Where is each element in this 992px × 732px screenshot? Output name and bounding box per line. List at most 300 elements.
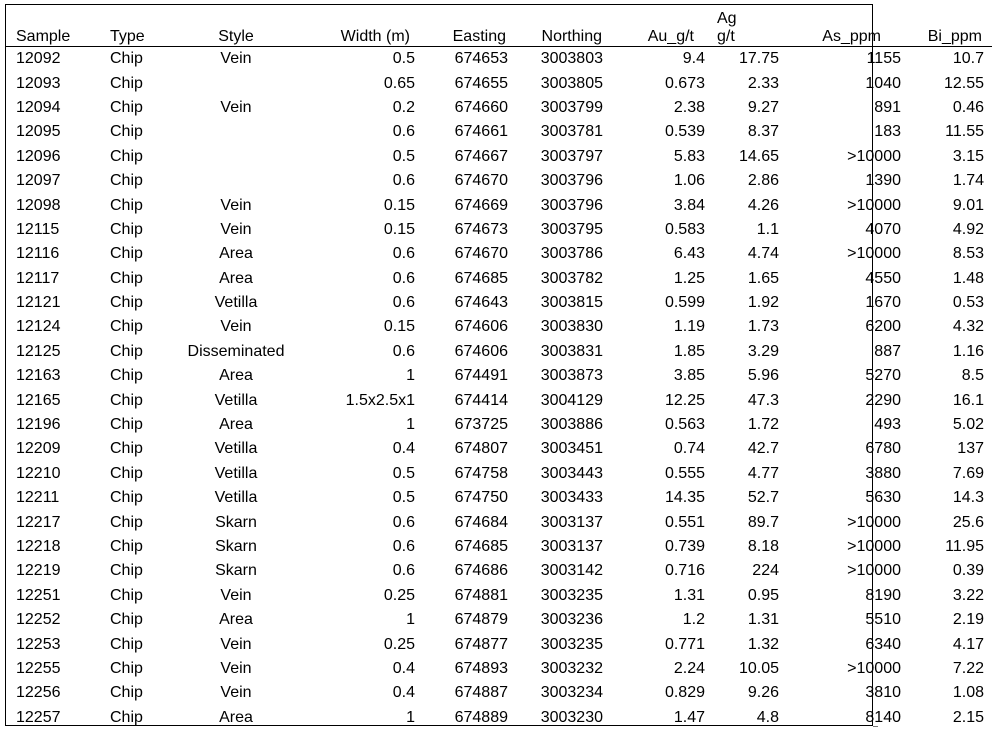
cell-sample: 12255 (16, 659, 61, 677)
cell-northing: 3003805 (540, 74, 603, 92)
cell-as: 183 (874, 123, 901, 141)
cell-easting: 674669 (454, 196, 508, 214)
cell-as: 3880 (865, 464, 901, 482)
cell-style: Vein (220, 98, 252, 116)
cell-type: Chip (110, 611, 143, 629)
header-type: Type (98, 5, 172, 47)
cell-bi: 4.92 (952, 220, 984, 238)
cell-style: Vetilla (214, 294, 258, 312)
cell-style: Skarn (215, 538, 257, 555)
cell-sample: 12218 (16, 538, 61, 555)
cell-au: 5.83 (673, 147, 705, 165)
header-sample: Sample (6, 5, 98, 47)
cell-au: 1.06 (673, 172, 705, 190)
cell-easting: 674414 (454, 391, 508, 409)
cell-easting: 674877 (454, 635, 508, 653)
cell-northing: 3003797 (540, 147, 603, 165)
cell-au: 3.85 (673, 367, 705, 385)
cell-ag: 47.3 (747, 391, 779, 409)
cell-easting: 674889 (454, 708, 508, 726)
cell-au: 12.25 (664, 391, 705, 409)
cell-northing: 3003234 (540, 684, 603, 702)
cell-style (172, 71, 300, 95)
cell-easting: 674684 (454, 513, 508, 531)
cell-northing: 3003815 (540, 294, 603, 312)
cell-width: 0.6 (392, 562, 415, 580)
cell-au: 0.555 (664, 464, 705, 482)
cell-ag: 9.26 (747, 684, 779, 702)
cell-width: 0.6 (392, 269, 415, 287)
cell-ag: 2.33 (747, 74, 779, 92)
table-row (6, 96, 992, 120)
cell-au: 0.599 (664, 294, 705, 312)
cell-width: 0.6 (392, 513, 415, 531)
cell-ag: 1.72 (747, 416, 779, 434)
cell-au: 1.19 (673, 318, 705, 336)
header-ag-line2: g/t (717, 28, 735, 45)
cell-bi: 8.53 (952, 245, 984, 263)
cell-bi: 4.32 (952, 318, 984, 336)
table-row (6, 47, 992, 72)
cell-width: 0.4 (392, 659, 415, 677)
cell-type: Chip (110, 416, 143, 434)
cell-type: Chip (110, 196, 143, 214)
cell-width: 1 (406, 367, 415, 385)
cell-type: Chip (110, 464, 143, 482)
cell-style: Vetilla (214, 440, 258, 458)
cell-bi: 14.3 (952, 489, 984, 507)
cell-style: Skarn (215, 562, 257, 580)
cell-style: Area (219, 708, 253, 726)
cell-northing: 3003873 (540, 367, 603, 385)
cell-au: 0.829 (664, 684, 705, 702)
cell-style: Disseminated (187, 342, 285, 360)
cell-au: 0.771 (664, 635, 705, 653)
cell-bi: 0.46 (952, 98, 984, 116)
header-au: Au_g/t (612, 5, 711, 47)
cell-style: Vein (220, 659, 252, 677)
cell-ag: 224 (752, 562, 779, 580)
header-width: Width (m) (300, 5, 421, 47)
cell-style: Vein (220, 50, 252, 68)
cell-as: 4550 (865, 269, 901, 287)
cell-northing: 3003236 (540, 611, 603, 629)
cell-au: 1.2 (682, 611, 705, 629)
cell-easting: 674879 (454, 611, 508, 629)
cell-au: 1.25 (673, 269, 705, 287)
cell-as: 6200 (865, 318, 901, 336)
table-row (6, 340, 992, 364)
cell-sample: 12209 (16, 440, 61, 458)
cell-as: 6340 (865, 635, 901, 653)
cell-ag: 1.1 (756, 220, 779, 238)
cell-bi: 11.55 (945, 123, 984, 141)
cell-northing: 3003232 (540, 659, 603, 677)
cell-type: Chip (110, 440, 143, 458)
table-row (6, 535, 992, 559)
table-row (6, 193, 992, 217)
cell-northing: 3003230 (540, 708, 603, 726)
header-ag (711, 5, 787, 47)
cell-as: >10000 (847, 513, 901, 531)
cell-width: 0.2 (392, 98, 415, 116)
cell-northing: 3003795 (540, 220, 603, 238)
cell-type: Chip (110, 294, 143, 312)
cell-width: 0.6 (392, 123, 415, 141)
cell-easting: 674750 (454, 489, 508, 507)
cell-sample: 12093 (16, 74, 61, 92)
table-row (6, 169, 992, 193)
cell-style: Vein (220, 196, 252, 214)
table-row (6, 388, 992, 412)
cell-style: Area (219, 611, 253, 629)
cell-northing: 3003443 (540, 464, 603, 482)
cell-bi: 25.6 (952, 513, 984, 531)
cell-easting: 674643 (454, 294, 508, 312)
cell-sample: 12095 (16, 123, 61, 141)
cell-northing: 3003886 (540, 416, 603, 434)
cell-sample: 12125 (16, 342, 61, 360)
cell-type: Chip (110, 220, 143, 238)
cell-width: 0.15 (383, 220, 415, 238)
cell-ag: 52.7 (747, 489, 779, 507)
table-row (6, 584, 992, 608)
cell-ag: 1.73 (747, 318, 779, 336)
cell-bi: 10.7 (952, 50, 984, 68)
cell-northing: 3003831 (540, 342, 603, 360)
cell-northing: 3003803 (540, 50, 603, 68)
cell-northing: 3003796 (540, 172, 603, 190)
cell-sample: 12219 (16, 562, 61, 580)
cell-style: Vein (220, 635, 252, 653)
cell-type: Chip (110, 538, 143, 555)
cell-style: Vein (220, 684, 252, 702)
cell-style: Vein (220, 220, 252, 238)
cell-as: 1040 (865, 74, 901, 92)
cell-easting: 674661 (454, 123, 508, 141)
cell-width: 0.5 (392, 147, 415, 165)
cell-bi: 1.74 (952, 172, 984, 190)
table-row (6, 315, 992, 339)
cell-as: 5510 (865, 611, 901, 629)
cell-width: 1 (406, 611, 415, 629)
cell-ag: 17.75 (738, 50, 779, 68)
cell-bi: 9.01 (952, 196, 984, 214)
table-body (6, 47, 992, 730)
cell-easting: 674606 (454, 318, 508, 336)
cell-sample: 12124 (16, 318, 61, 336)
cell-type: Chip (110, 74, 143, 92)
cell-sample: 12211 (16, 489, 60, 507)
cell-style: Area (219, 416, 253, 434)
cell-northing: 3003235 (540, 635, 603, 653)
cell-style: Skarn (215, 513, 257, 531)
cell-au: 0.583 (664, 220, 705, 238)
cell-northing: 3004129 (540, 391, 603, 409)
cell-bi: 2.19 (952, 611, 984, 629)
table-row (6, 145, 992, 169)
table-row (6, 120, 992, 144)
table-row (6, 632, 992, 656)
assay-table (6, 5, 992, 730)
cell-bi: 16.1 (952, 391, 984, 409)
cell-as: >10000 (847, 245, 901, 263)
table-row (6, 71, 992, 95)
cell-ag: 14.65 (738, 147, 779, 165)
header-ag-line1: Ag (717, 10, 737, 27)
cell-as: 5270 (865, 367, 901, 385)
cell-bi: 2.15 (952, 708, 984, 726)
header-style: Style (172, 5, 300, 47)
table-row (6, 462, 992, 486)
cell-width: 0.65 (383, 74, 415, 92)
table-row (6, 706, 992, 730)
cell-style: Area (219, 269, 253, 287)
cell-bi: 4.17 (952, 635, 984, 653)
cell-as: >10000 (847, 562, 901, 580)
cell-as: >10000 (847, 147, 901, 165)
cell-type: Chip (110, 123, 143, 141)
cell-ag: 4.74 (747, 245, 779, 263)
cell-width: 0.6 (392, 342, 415, 360)
cell-au: 6.43 (673, 245, 705, 263)
header-bi: Bi_ppm (907, 5, 992, 47)
cell-bi: 11.95 (945, 538, 984, 555)
cell-northing: 3003786 (540, 245, 603, 263)
cell-as: 493 (874, 416, 901, 434)
cell-ag: 10.05 (738, 659, 779, 677)
cell-easting: 674685 (454, 269, 508, 287)
cell-width: 0.25 (383, 635, 415, 653)
table-row (6, 657, 992, 681)
cell-northing: 3003235 (540, 586, 603, 604)
cell-bi: 3.15 (952, 147, 984, 165)
cell-au: 0.539 (664, 123, 705, 141)
cell-width: 1 (406, 416, 415, 434)
cell-style (172, 145, 300, 169)
cell-as: 5630 (865, 489, 901, 507)
cell-easting: 674660 (454, 98, 508, 116)
cell-as: 891 (874, 98, 901, 116)
cell-ag: 4.26 (747, 196, 779, 214)
cell-bi: 1.16 (952, 342, 984, 360)
cell-northing: 3003137 (540, 513, 603, 531)
cell-easting: 674887 (454, 684, 508, 702)
cell-bi: 3.22 (952, 586, 984, 604)
cell-sample: 12217 (16, 513, 61, 531)
cell-bi: 1.08 (952, 684, 984, 702)
cell-style (172, 169, 300, 193)
cell-au: 0.74 (673, 440, 705, 458)
cell-au: 1.31 (673, 586, 705, 604)
cell-type: Chip (110, 489, 143, 507)
cell-ag: 89.7 (747, 513, 779, 531)
cell-sample: 12252 (16, 611, 61, 629)
cell-au: 2.24 (673, 659, 705, 677)
cell-bi: 0.39 (952, 562, 984, 580)
cell-style: Vetilla (214, 464, 258, 482)
cell-sample: 12098 (16, 196, 61, 214)
cell-easting: 674686 (454, 562, 508, 580)
cell-easting: 674807 (454, 440, 508, 458)
cell-sample: 12256 (16, 684, 61, 702)
cell-sample: 12163 (16, 367, 61, 385)
cell-style: Area (219, 367, 253, 385)
cell-easting: 674758 (454, 464, 508, 482)
cell-type: Chip (110, 172, 143, 190)
cell-as: 2290 (865, 391, 901, 409)
cell-au: 3.84 (673, 196, 705, 214)
cell-type: Chip (110, 367, 143, 385)
cell-style: Area (219, 245, 253, 263)
cell-bi: 137 (957, 440, 984, 458)
cell-easting: 674670 (454, 245, 508, 263)
cell-type: Chip (110, 586, 143, 604)
cell-sample: 12116 (16, 245, 60, 263)
cell-ag: 4.8 (756, 708, 779, 726)
cell-sample: 12253 (16, 635, 61, 653)
cell-width: 0.6 (392, 294, 415, 312)
cell-northing: 3003796 (540, 196, 603, 214)
cell-easting: 674670 (454, 172, 508, 190)
cell-easting: 674606 (454, 342, 508, 360)
cell-as: >10000 (847, 538, 901, 555)
cell-easting: 674653 (454, 50, 508, 68)
table-row (6, 437, 992, 461)
cell-as: 1390 (865, 172, 901, 190)
cell-as: 6780 (865, 440, 901, 458)
cell-easting: 674673 (454, 220, 508, 238)
cell-type: Chip (110, 659, 143, 677)
table-row (6, 608, 992, 632)
cell-easting: 674881 (454, 586, 508, 604)
cell-width: 0.5 (392, 464, 415, 482)
cell-type: Chip (110, 635, 143, 653)
cell-ag: 1.32 (747, 635, 779, 653)
cell-au: 0.739 (664, 538, 705, 555)
cell-easting: 673725 (454, 416, 508, 434)
cell-type: Chip (110, 708, 143, 726)
cell-style: Vetilla (214, 391, 258, 409)
cell-as: 8190 (865, 586, 901, 604)
cell-ag: 1.31 (747, 611, 779, 629)
cell-easting: 674893 (454, 659, 508, 677)
cell-easting: 674491 (454, 367, 508, 385)
cell-as: 3810 (865, 684, 901, 702)
cell-northing: 3003137 (540, 538, 603, 555)
cell-sample: 12210 (16, 464, 61, 482)
cell-type: Chip (110, 98, 143, 116)
cell-as: 4070 (865, 220, 901, 238)
cell-sample: 12196 (16, 416, 61, 434)
cell-au: 1.47 (673, 708, 705, 726)
cell-bi: 0.53 (952, 294, 984, 312)
cell-bi: 5.02 (952, 416, 984, 434)
table-row (6, 486, 992, 510)
cell-type: Chip (110, 147, 143, 165)
cell-northing: 3003451 (540, 440, 603, 458)
cell-as: >10000 (847, 196, 901, 214)
cell-type: Chip (110, 513, 143, 531)
header-as: As_ppm (787, 5, 907, 47)
cell-sample: 12117 (16, 269, 60, 287)
cell-width: 0.15 (383, 196, 415, 214)
cell-width: 0.6 (392, 245, 415, 263)
cell-northing: 3003782 (540, 269, 603, 287)
header-easting: Easting (421, 5, 516, 47)
cell-width: 1.5x2.5x1 (345, 391, 415, 409)
header-row (6, 5, 992, 47)
cell-sample: 12115 (16, 220, 60, 238)
cell-ag: 3.29 (747, 342, 779, 360)
cell-northing: 3003781 (540, 123, 603, 141)
cell-type: Chip (110, 342, 143, 360)
cell-width: 0.5 (392, 50, 415, 68)
cell-ag: 0.95 (747, 586, 779, 604)
cell-bi: 7.69 (952, 464, 984, 482)
cell-width: 0.6 (392, 538, 415, 555)
cell-ag: 5.96 (747, 367, 779, 385)
cell-type: Chip (110, 684, 143, 702)
cell-type: Chip (110, 318, 143, 336)
cell-bi: 12.55 (943, 74, 984, 92)
cell-as: 887 (874, 342, 901, 360)
cell-sample: 12121 (16, 294, 61, 312)
table-row (6, 218, 992, 242)
cell-northing: 3003433 (540, 489, 603, 507)
cell-au: 0.716 (664, 562, 705, 580)
cell-ag: 1.92 (747, 294, 779, 312)
cell-as: >10000 (847, 659, 901, 677)
cell-au: 0.563 (664, 416, 705, 434)
cell-au: 14.35 (664, 489, 705, 507)
cell-style: Vein (220, 586, 252, 604)
table-row (6, 510, 992, 534)
cell-width: 0.4 (392, 684, 415, 702)
cell-as: 1155 (866, 50, 901, 68)
cell-sample: 12094 (16, 98, 61, 116)
cell-ag: 1.65 (747, 269, 779, 287)
table-header (6, 5, 992, 47)
cell-au: 2.38 (673, 98, 705, 116)
table-row (6, 559, 992, 583)
table-row (6, 267, 992, 291)
cell-width: 1 (406, 708, 415, 726)
cell-as: 8140 (865, 708, 901, 726)
cell-type: Chip (110, 269, 143, 287)
page-corner-mark (873, 726, 878, 727)
cell-easting: 674667 (454, 147, 508, 165)
table-row (6, 413, 992, 437)
cell-easting: 674685 (454, 538, 508, 555)
cell-style: Vetilla (214, 489, 258, 507)
cell-sample: 12251 (16, 586, 61, 604)
cell-au: 1.85 (673, 342, 705, 360)
cell-ag: 4.77 (747, 464, 779, 482)
cell-style (172, 120, 300, 144)
table-row (6, 681, 992, 705)
cell-northing: 3003830 (540, 318, 603, 336)
cell-northing: 3003142 (540, 562, 603, 580)
cell-bi: 8.5 (961, 367, 984, 385)
cell-type: Chip (110, 245, 143, 263)
cell-bi: 1.48 (952, 269, 984, 287)
cell-ag: 42.7 (747, 440, 779, 458)
cell-type: Chip (110, 391, 143, 409)
header-northing: Northing (516, 5, 612, 47)
cell-ag: 9.27 (747, 98, 779, 116)
cell-au: 0.673 (664, 74, 705, 92)
